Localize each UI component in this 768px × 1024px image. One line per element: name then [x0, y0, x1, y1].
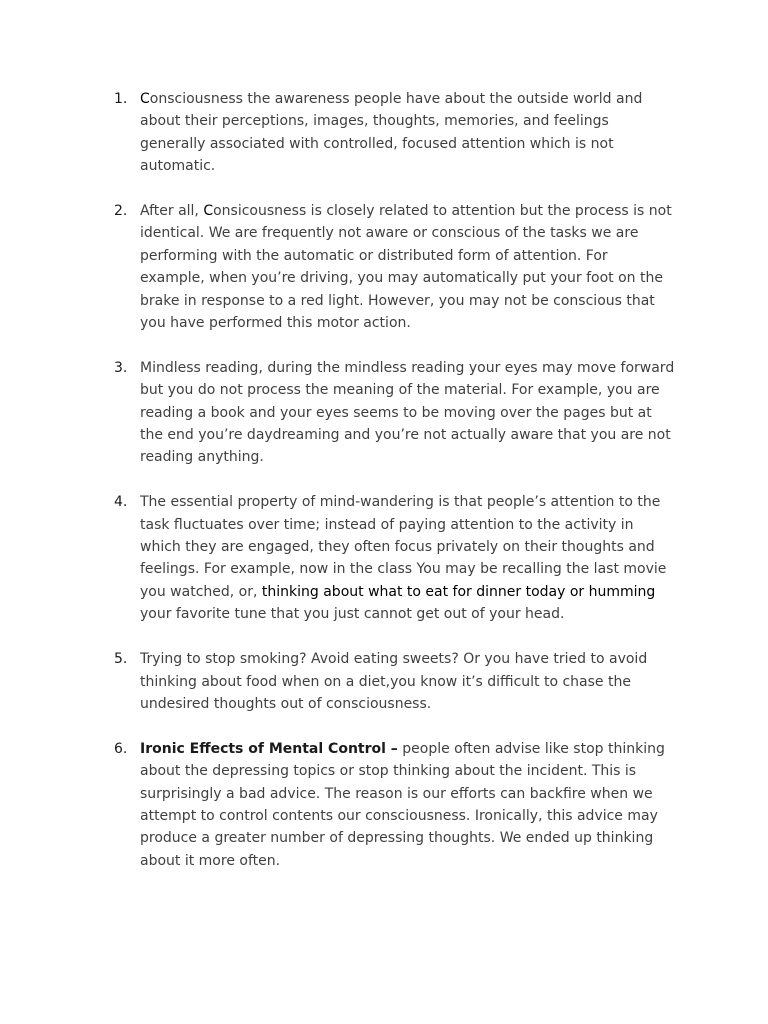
item-first-letter: C — [140, 91, 150, 107]
list-number: 5. — [114, 651, 128, 668]
item-body-end: your favorite tune that you just cannot get out of your head. — [140, 606, 565, 623]
item-text — [140, 91, 642, 174]
list-number: 1. — [114, 91, 128, 107]
item-first-letter: C — [203, 203, 214, 220]
list-item-2 — [110, 200, 676, 334]
item-body: onsicousness is closely related to attention but the process is not identical. We are frequently not aware or conscious of the tasks we are performing with the automatic or distributed form of attention. For example, when you’re driving, you may automatically put your foot on the brake in response to a red light. However, you may not be conscious that you have performed this motor action. — [140, 203, 672, 332]
item-body: onsciousness the awareness people have about the outside world and about their perceptions, images, thoughts, memories, and feelings generally associated with controlled, focused attention which is not automatic. — [140, 91, 643, 175]
list-item-6 — [110, 738, 676, 872]
list-number: 6. — [114, 740, 128, 757]
list-number: 3. — [114, 359, 128, 376]
item-lead: After all, — [140, 203, 204, 220]
list-number: 4. — [114, 494, 128, 511]
item-body: people often advise like stop thinking about the depressing topics or stop thinking about the incident. This is surprisingly a bad advice. The reason is our efforts can backfire when we attempt to control contents our consciousness. Ironically, this advice may produce a greater number of depressing thoughts. We ended up thinking about it more often. — [140, 740, 665, 869]
item-body: The essential property of mind-wandering is that people’s attention to the task fluctuates over time; instead of paying attention to the activity in which they are engaged, they often focus privately on their thoughts and feelings. For example, now in the class You may be recalling the last movie you watched, or, — [140, 494, 667, 600]
item-text — [140, 494, 666, 622]
list-item-4 — [110, 491, 676, 625]
item-text — [140, 203, 672, 331]
numbered-list — [110, 88, 676, 895]
list-item-3 — [110, 357, 676, 469]
item-bold-heading: Ironic Effects of Mental Control – — [140, 740, 398, 757]
list-number: 2. — [114, 203, 128, 220]
item-body: Mindless reading, during the mindless reading your eyes may move forward but you do not process the meaning of the material. For example, you are reading a book and your eyes seems to be moving over the pages but at the end you’re daydreaming and you’re not actually aware that you are not reading anything. — [140, 359, 675, 466]
item-emphasis: thinking about what to eat for dinner today or humming — [261, 583, 656, 600]
list-item-1 — [110, 88, 676, 178]
item-text — [140, 741, 665, 869]
list-item-5 — [110, 648, 676, 715]
item-body: Trying to stop smoking? Avoid eating sweets? Or you have tried to avoid thinking about food when on a diet,you know it’s difficult to chase the undesired thoughts out of consciousness. — [140, 651, 648, 712]
